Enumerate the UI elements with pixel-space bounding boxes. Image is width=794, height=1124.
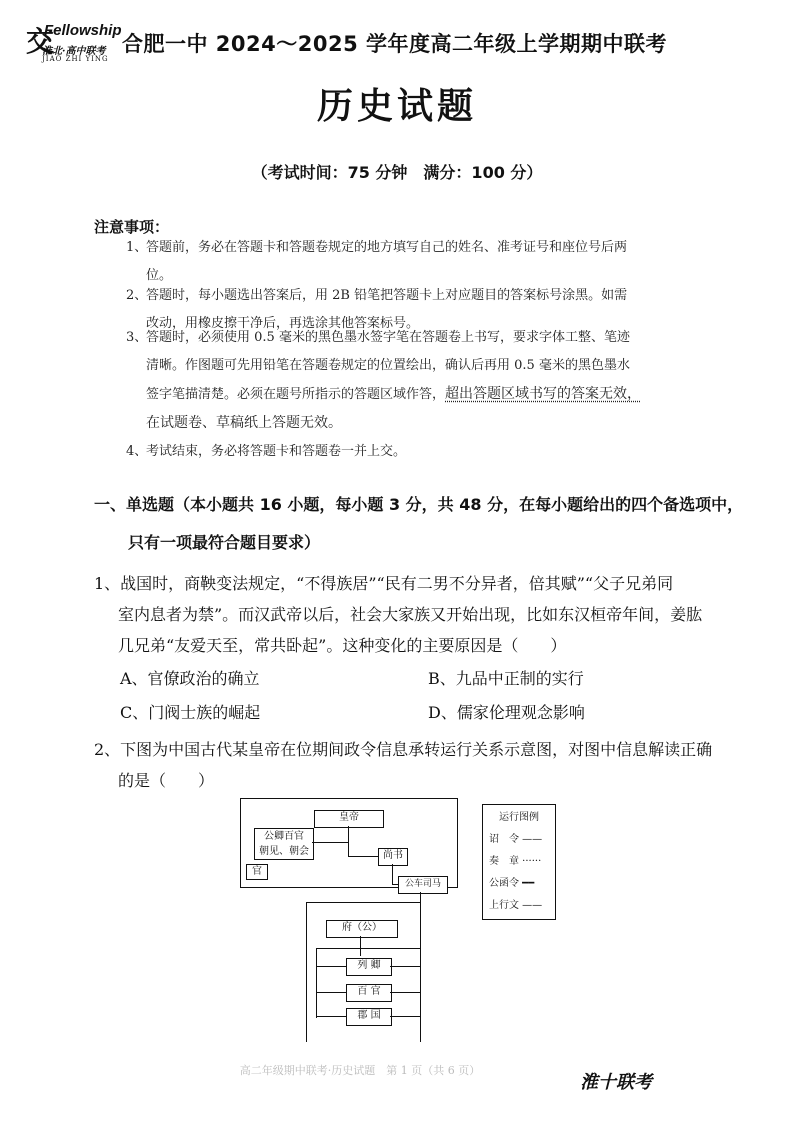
- footer-page-info: 高二年级期中联考·历史试题 第 1 页（共 6 页）: [239, 1064, 481, 1077]
- notice-emphasis: 在试题卷、草稿纸上答题无效。: [146, 415, 342, 431]
- notice-item-text: 改动，用橡皮擦干净后，再选涂其他答案标号。: [146, 316, 420, 331]
- legend-title: 运行图例: [499, 812, 539, 823]
- notice-item-line: [146, 380, 736, 409]
- notice-item-number: 4、: [126, 444, 148, 459]
- connector: [390, 1016, 420, 1017]
- notice-item-number: 2、: [126, 288, 148, 303]
- gongche-box: 公车司马: [398, 876, 448, 894]
- logo-brand: Fellowship: [44, 22, 122, 39]
- option-b[interactable]: B、九品中正制的实行: [428, 669, 584, 688]
- notice-emphasis: 超出答题区域书写的答案无效，: [445, 386, 642, 402]
- connector: [390, 992, 420, 993]
- shangshu-box: 尚书: [378, 848, 408, 866]
- logo-subtitle-latin: JIAO ZHI YING: [42, 55, 109, 63]
- connector: [316, 948, 420, 949]
- question-text: 1、战国时，商鞅变法规定，“不得族居”“民有二男不分异者，倍其赋”“父子兄弟同: [94, 574, 674, 593]
- court-line: 朝见、朝会: [259, 846, 309, 857]
- notice-item-text: 答题时，每小题选出答案后，用 2B 铅笔把答题卡上对应题目的答案标号涂黑。如需: [146, 288, 628, 303]
- notice-item-text: 答题时，必须使用 0.5 毫米的黑色墨水签字笔在答题卷上书写，要求字体工整、笔迹: [146, 330, 630, 345]
- notice-item-text: 清晰。作图题可先用铅笔在答题卷规定的位置绘出，确认后再用 0.5 毫米的黑色墨水: [146, 358, 630, 373]
- legend-label: 奏 章: [489, 856, 519, 867]
- legend-box: [482, 804, 556, 920]
- notice-item-text: 答题前，务必在答题卡和答题卷规定的地方填写自己的姓名、准考证号和座位号后两: [146, 240, 628, 255]
- connector: [390, 966, 420, 967]
- emperor-box: 皇帝: [314, 810, 384, 828]
- section-heading: 一、单选题（本小题共 16 小题，每小题 3 分，共 48 分，在每小题给出的四个备选项中，: [94, 495, 744, 514]
- connector: [392, 884, 398, 885]
- connector: [360, 936, 361, 956]
- logo: [26, 20, 122, 66]
- legend-label: 诏 令: [489, 834, 519, 845]
- legend-item: 奏 章 ······: [489, 856, 542, 867]
- question-text: 几兄弟“友爱天至，常共卧起”。这种变化的主要原因是（ ）: [118, 636, 567, 655]
- court-line: 公卿百官: [264, 831, 304, 842]
- connector: [316, 948, 317, 1018]
- connector: [306, 902, 420, 903]
- legend-label: 上行文: [489, 900, 519, 911]
- junguo-box: 郡 国: [346, 1008, 392, 1026]
- page-title: 历史试题: [316, 85, 477, 127]
- legend-label: 公函令: [489, 878, 519, 889]
- connector: [348, 826, 349, 856]
- header-title: 合肥一中 2024～2025 学年度高二年级上学期期中联考: [122, 32, 668, 56]
- notice-item-text: 签字笔描清楚。必须在题号所指示的答题区域作答，: [146, 387, 446, 402]
- notice-item-number: 1、: [126, 240, 148, 255]
- notice-item-4: [126, 438, 736, 466]
- legend-item: 诏 令 ——: [489, 834, 543, 845]
- section-heading-cont: 只有一项最符合题目要求）: [128, 533, 321, 552]
- logo-subtitle: 淮北·高中联考: [42, 46, 106, 57]
- connector: [312, 842, 348, 843]
- notice-item-text: 考试结束，务必将答题卡和答题卷一并上交。: [146, 444, 407, 459]
- court-box: [254, 828, 314, 860]
- notice-item-text: 位。: [146, 268, 173, 283]
- footer-signature: 淮十联考: [580, 1072, 652, 1093]
- connector: [316, 966, 346, 967]
- connector: [316, 1016, 346, 1017]
- connector: [420, 892, 421, 1042]
- option-d[interactable]: D、儒家伦理观念影响: [428, 703, 585, 722]
- lieqing-box: 列 卿: [346, 958, 392, 976]
- legend-item: 上行文 ——: [489, 900, 543, 911]
- connector: [316, 992, 346, 993]
- question-text: 室内息者为禁”。而汉武帝以后，社会大家族又开始出现，比如东汉桓帝年间，姜肱: [118, 605, 703, 624]
- connector: [348, 856, 378, 857]
- notice-item-3: [126, 324, 736, 437]
- connector: [306, 902, 307, 1042]
- notice-item-number: 3、: [126, 330, 148, 345]
- guan-box: 官: [246, 864, 268, 880]
- question-2: [94, 734, 712, 796]
- fu-box: 府（公）: [326, 920, 398, 938]
- exam-info: （考试时间：75 分钟 满分：100 分）: [251, 163, 543, 182]
- notice-heading: 注意事项：: [94, 218, 170, 236]
- baiguan-box: 百 官: [346, 984, 392, 1002]
- diagram: [240, 798, 560, 1058]
- connector: [392, 864, 393, 884]
- logo-mark: 交: [26, 25, 55, 58]
- legend-item: 公函令 ━━: [489, 878, 535, 889]
- question-text: 的是（ ）: [118, 771, 215, 790]
- question-1: [94, 568, 702, 661]
- option-a[interactable]: A、官僚政治的确立: [120, 669, 260, 688]
- question-text: 2、下图为中国古代某皇帝在位期间政令信息承转运行关系示意图，对图中信息解读正确: [94, 740, 713, 759]
- option-c[interactable]: C、门阀士族的崛起: [120, 703, 261, 722]
